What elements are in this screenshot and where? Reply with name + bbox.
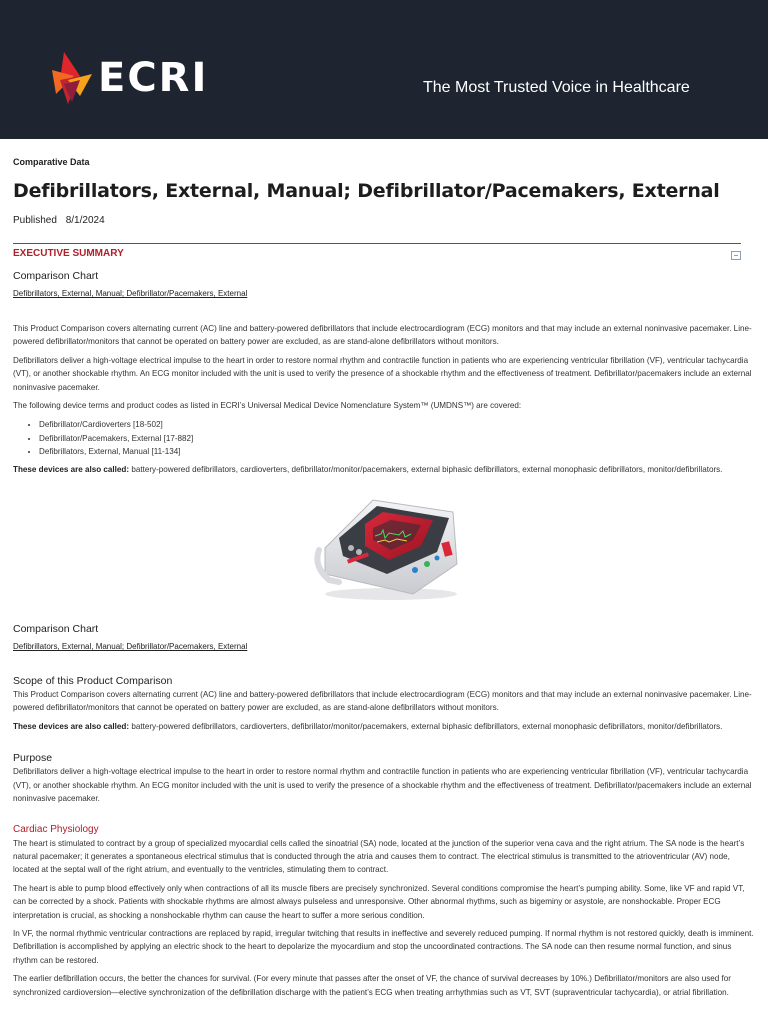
executive-summary-title: EXECUTIVE SUMMARY [13, 248, 124, 259]
scope-also-called-text: battery-powered defibrillators, cardioverters, defibrillator/monitor/pacemakers, external biphasic defibrillators, external monophasic defibrillators, monitor/defibrillators. [131, 721, 723, 731]
also-called-label: These devices are also called: [13, 464, 130, 474]
exec-paragraph-3: The following device terms and product codes as listed in ECRI’s Universal Medical Device Nomenclature System™ (UMDNS™) are covered: [13, 401, 522, 411]
comparison-chart-heading-2: Comparison Chart [13, 623, 99, 636]
cardiac-paragraph-3: In VF, the normal rhythmic ventricular contractions are replaced by rapid, irregular twitching that results in ineffective and severely reduced pumping. If normal rhythm is not restored quickly, death is imminent. Defibrillation is accomplished by applying an electric shock to the heart to depolarize the myocardium and stop the uncoordinated contractions. The SA node can then resume normal function, and sinus rhythm can be restored. [13, 928, 754, 965]
tagline: The Most Trusted Voice in Healthcare [423, 79, 690, 96]
header-banner [0, 0, 768, 139]
executive-summary-header [13, 243, 741, 261]
comparison-chart-heading: Comparison Chart [13, 270, 99, 282]
defibrillator-device-image [303, 490, 463, 602]
eyebrow-label: Comparative Data [13, 157, 90, 167]
purpose-heading: Purpose [13, 752, 53, 765]
list-item: • Defibrillator/Pacemakers, External [17-882] [39, 432, 755, 445]
cardiac-paragraph-4: The earlier defibrillation occurs, the better the chances for survival. (For every minute that passes after the onset of VF, the chance of survival decreases by 10%.) Defibrillator/monitors are also used for synchronized cardioversion—elective synchronization of the defibrillation discharge with the patient’s ECG when treating arrhythmias such as VT, SVT (supraventricular tachycardia), or atrial fibrillation. [13, 974, 731, 997]
comparison-chart-link-2[interactable]: Defibrillators, External, Manual; Defibrillator/Pacemakers, External [13, 642, 248, 652]
scope-also-called-label: These devices are also called: [13, 721, 130, 731]
cardiac-paragraph-2: The heart is able to pump blood effectively only when contractions of all its muscle fibers are precisely synchronized. Several conditions compromise the heart’s pumping ability. Some, like VF and rapid VT, can be corrected by a shock. Patients with shockable rhythms are almost always pulseless and unresponsive. Other abnormal rhythms, such as bigeminy or asystole, are nonshockable. Proper ECG interpretation is crucial, as shocking a nonshockable rhythm can cause the heart to suffer a more serious condition. [13, 883, 745, 920]
list-item: • Defibrillators, External, Manual [11-134] [39, 445, 755, 458]
device-terms-list [13, 418, 755, 458]
article-content [13, 156, 755, 999]
list-item: • Defibrillator/Cardioverters [18-502] [39, 418, 755, 431]
cardiac-paragraph-1: The heart is stimulated to contract by a group of specialized myocardial cells called the sinoatrial (SA) node, located at the junction of the superior vena cava and the right atrium. The SA node is the heart’s natural pacemaker; it generates a spontaneous electrical stimulus that is conducted through the atria and causes them to contract. The electrical stimulus is transmitted to the atrioventricular (AV) node, located at the septal wall of the right atrium, and eventually to the ventricles, stimulating them to contract. [13, 838, 745, 875]
ecri-pinwheel-icon [50, 50, 94, 106]
comparison-chart-link[interactable]: Defibrillators, External, Manual; Defibrillator/Pacemakers, External [13, 289, 248, 298]
published-line [13, 214, 755, 228]
scope-also-called-paragraph [13, 720, 755, 733]
cardiac-physiology-heading: Cardiac Physiology [13, 823, 99, 835]
ecri-logo[interactable] [50, 50, 208, 106]
also-called-paragraph [13, 463, 755, 476]
collapse-icon[interactable] [731, 251, 741, 260]
published-label: Published [13, 215, 57, 226]
published-date: 8/1/2024 [65, 215, 105, 226]
logo-wordmark: ECRI [98, 55, 209, 101]
also-called-text: battery-powered defibrillators, cardioverters, defibrillator/monitor/pacemakers, external biphasic defibrillators, external monophasic defibrillators, monitor/defibrillators. [131, 464, 723, 474]
scope-heading: Scope of this Product Comparison [13, 675, 173, 688]
exec-paragraph-1: This Product Comparison covers alternating current (AC) line and battery-powered defibrillators that include electrocardiogram (ECG) monitors and that may include an external noninvasive pacemaker. Line-powered defibrillator/monitors that cannot be operated on battery power are excluded, as are stand-alone defibrillators without monitors. [13, 324, 752, 347]
scope-paragraph: This Product Comparison covers alternating current (AC) line and battery-powered defibrillators that include electrocardiogram (ECG) monitors and that may include an external noninvasive pacemaker. Line-powered defibrillator/monitors that cannot be operated on battery power are excluded, as are stand-alone defibrillators without monitors. [13, 690, 752, 713]
exec-paragraph-2: Defibrillators deliver a high-voltage electrical impulse to the heart in order to restore normal rhythm and contractile function in patients who are experiencing ventricular fibrillation (VF), ventricular tachycardia (VT), or another shockable rhythm. An ECG monitor included with the unit is used to verify the presence of a shockable rhythm and the effectiveness of treatment. Defibrillator/pacemakers include an external noninvasive pacemaker. [13, 355, 752, 392]
page-title: Defibrillators, External, Manual; Defibrillator/Pacemakers, External [13, 180, 720, 202]
purpose-paragraph: Defibrillators deliver a high-voltage electrical impulse to the heart in order to restore normal rhythm and contractile function in patients who are experiencing ventricular fibrillation (VF), ventricular tachycardia (VT), or another shockable rhythm. An ECG monitor included with the unit is used to verify the presence of a shockable rhythm and the effectiveness of treatment. Defibrillator/pacemakers include an external noninvasive pacemaker. [13, 767, 752, 804]
device-image-area [13, 490, 755, 606]
